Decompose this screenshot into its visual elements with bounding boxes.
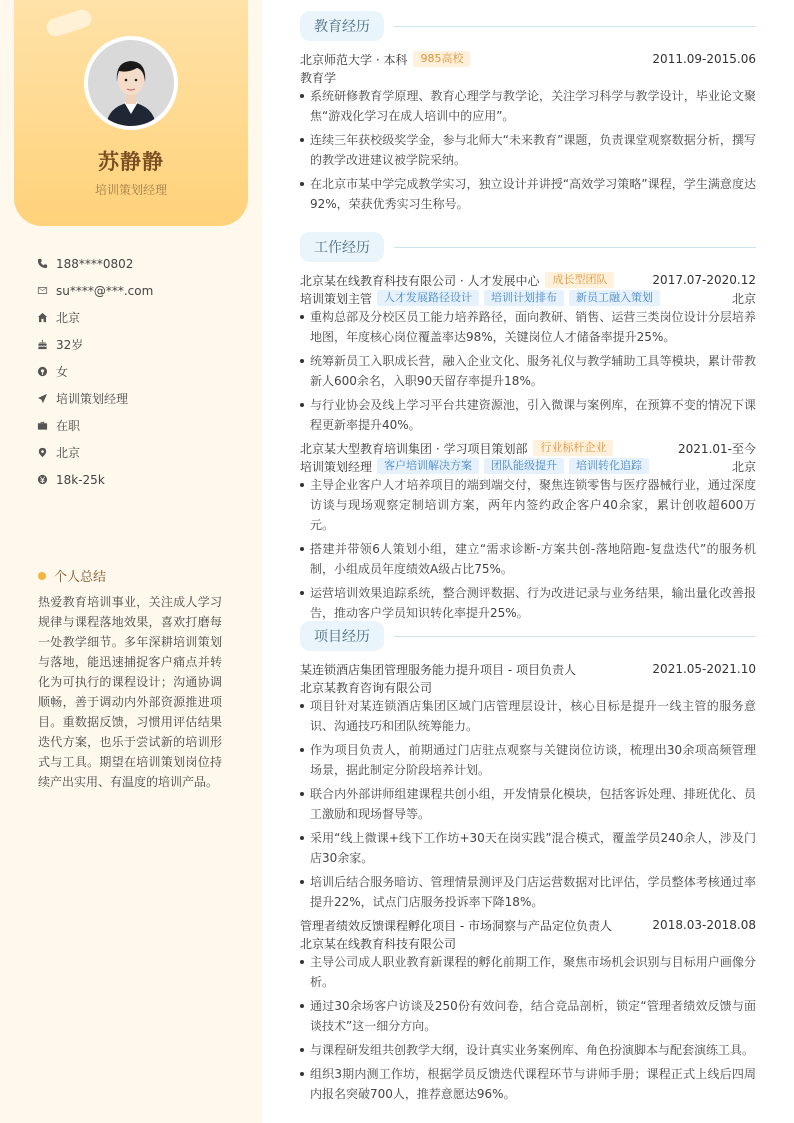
list-item: 在北京市某中学完成教学实习，独立设计并讲授“高效学习策略”课程，学生满意度达92%，荣获优秀实习生称号。 <box>300 174 756 214</box>
project-org-row <box>300 678 756 696</box>
divider <box>394 636 756 637</box>
contact-text: 188****0802 <box>56 256 134 271</box>
briefcase-icon <box>36 420 48 432</box>
skill-tag: 团队能级提升 <box>484 458 564 474</box>
contact-text: 培训策划经理 <box>56 392 129 406</box>
skill-tag: 培训计划排布 <box>484 290 564 306</box>
project-date: 2021.05-2021.10 <box>652 662 756 676</box>
list-item: 主导公司成人职业教育新课程的孵化前期工作，聚焦市场机会识别与目标用户画像分析。 <box>300 952 756 992</box>
bullet-dot-icon <box>38 572 46 580</box>
list-item: 与课程研发组共创教学大纲，设计真实业务案例库、角色扮演脚本与配套演练工具。 <box>300 1040 756 1060</box>
list-item: 与行业协会及线上学习平台共建资源池，引入微课与案例库，在预算不变的情况下课程更新率提升40%。 <box>300 395 756 435</box>
company-tag: 成长型团队 <box>545 272 614 288</box>
school-name: 北京师范大学 · 本科 <box>300 52 408 67</box>
list-item: 项目针对某连锁酒店集团区域门店管理层设计，核心目标是提升一线主管的服务意识、沟通技巧和团队统筹能力。 <box>300 696 756 736</box>
job-city: 北京 <box>731 291 756 306</box>
skill-tag: 人才发展路径设计 <box>377 290 479 306</box>
contact-text: 32岁 <box>56 338 84 352</box>
section-title: 项目经历 <box>300 621 384 651</box>
education-date: 2011.09-2015.06 <box>652 52 756 66</box>
contact-item-age <box>36 331 236 358</box>
list-item: 通过30余场客户访谈及250份有效问卷，结合竞品剖析，锁定“管理者绩效反馈与面谈技术”这一细分方向。 <box>300 996 756 1036</box>
avatar-photo <box>88 40 174 126</box>
education-bullets <box>300 86 756 218</box>
cake-icon <box>36 339 48 351</box>
job-date: 2017.07-2020.12 <box>652 273 756 287</box>
project-org: 北京某教育咨询有限公司 <box>300 680 433 695</box>
mail-icon <box>36 285 48 297</box>
contact-list <box>36 250 236 493</box>
job-header <box>300 271 756 289</box>
education-header <box>300 50 756 68</box>
list-item: 联合内外部讲师组建课程共创小组，开发情景化模块，包括客诉处理、排班优化、员工激励和现场督导等。 <box>300 784 756 824</box>
list-item: 搭建并带领6人策划小组，建立“需求诊断-方案共创-落地陪跑-复盘迭代”的服务机制，小组成员年度绩效A级占比75%。 <box>300 539 756 579</box>
job-date: 2021.01-至今 <box>678 441 756 456</box>
summary-heading <box>38 566 106 585</box>
job-role: 培训策划主管 <box>300 291 373 306</box>
section-title: 教育经历 <box>300 11 384 41</box>
contact-item-home <box>36 304 236 331</box>
send-icon <box>36 393 48 405</box>
summary-heading-text: 个人总结 <box>54 570 107 585</box>
education-major: 教育学 <box>300 70 337 85</box>
job-bullets <box>300 475 756 627</box>
section-projects <box>300 621 756 651</box>
section-title: 工作经历 <box>300 232 384 262</box>
home-icon <box>36 312 48 324</box>
list-item: 系统研修教育学原理、教育心理学与教学论，关注学习科学与教学设计，毕业论文聚焦“游戏化学习在成人培训中的应用”。 <box>300 86 756 126</box>
section-education <box>300 11 756 41</box>
project-bullets <box>300 952 756 1108</box>
list-item: 运营培训效果追踪系统，整合测评数据、行为改进记录与业务结果，输出量化改善报告，推动客户学员知识转化率提升25%。 <box>300 583 756 623</box>
contact-item-gender <box>36 358 236 385</box>
summary-text: 热爱教育培训事业，关注成人学习规律与课程落地效果，喜欢打磨每一处教学细节。多年深耕培训策划与落地，能迅速捕捉客户痛点并转化为可执行的课程设计；沟通协调顺畅，善于调动内外部资源推进项目。重数据反馈，习惯用评估结果迭代方案，也乐于尝试新的培训形式与工具。期望在培训策划岗位持续产出实用、有温度的培训产品。 <box>38 595 222 789</box>
job-city: 北京 <box>731 459 756 474</box>
contact-item-location <box>36 439 236 466</box>
divider <box>394 247 756 248</box>
job-header <box>300 439 756 457</box>
sidebar <box>0 0 262 1123</box>
contact-item-salary <box>36 466 236 493</box>
list-item: 采用“线上微课+线下工作坊+30天在岗实践”混合模式，覆盖学员240余人，涉及门店30余家。 <box>300 828 756 868</box>
project-bullets <box>300 696 756 916</box>
list-item: 连续三年获校级奖学金，参与北师大“未来教育”课题，负责课堂观察数据分析，撰写的教学改进建议被学院采纳。 <box>300 130 756 170</box>
contact-text: su****@***.com <box>56 283 154 298</box>
company-name: 北京某在线教育科技有限公司 · 人才发展中心 <box>300 273 540 288</box>
contact-item-phone <box>36 250 236 277</box>
job-role-row <box>300 457 756 475</box>
contact-text: 女 <box>56 365 69 379</box>
gender-icon <box>36 366 48 378</box>
profile-name: 苏静静 <box>98 150 164 174</box>
job-bullets <box>300 307 756 439</box>
project-org-row <box>300 934 756 952</box>
section-work <box>300 232 756 262</box>
divider <box>394 26 756 27</box>
list-item: 统筹新员工入职成长营，融入企业文化、服务礼仪与教学辅助工具等模块，累计带教新人600余名，入职90天留存率提升18%。 <box>300 351 756 391</box>
project-date: 2018.03-2018.08 <box>652 918 756 932</box>
contact-text: 北京 <box>56 446 81 460</box>
job-role: 培训策划经理 <box>300 459 373 474</box>
contact-text: 在职 <box>56 419 81 433</box>
education-major-row <box>300 68 756 86</box>
location-icon <box>36 447 48 459</box>
school-tag: 985高校 <box>413 51 470 67</box>
project-name: 管理者绩效反馈课程孵化项目 - 市场洞察与产品定位负责人 <box>300 918 612 933</box>
project-org: 北京某在线教育科技有限公司 <box>300 936 457 951</box>
project-header <box>300 660 756 678</box>
company-name: 北京某大型教育培训集团 · 学习项目策划部 <box>300 441 528 456</box>
list-item: 培训后结合服务暗访、管理情景测评及门店运营数据对比评估，学员整体考核通过率提升22%，试点门店服务投诉率下降18%。 <box>300 872 756 912</box>
contact-item-status <box>36 412 236 439</box>
contact-text: 北京 <box>56 311 81 325</box>
skill-tag: 培训转化追踪 <box>569 458 649 474</box>
list-item: 作为项目负责人，前期通过门店驻点观察与关键岗位访谈，梳理出30余项高频管理场景，据此制定分阶段培养计划。 <box>300 740 756 780</box>
phone-icon <box>36 258 48 270</box>
contact-item-email <box>36 277 236 304</box>
contact-item-position <box>36 385 236 412</box>
list-item: 主导企业客户人才培养项目的端到端交付，聚焦连锁零售与医疗器械行业，通过深度访谈与现场观察定制培训方案，两年内签约政企客户40余家，累计创收超600万元。 <box>300 475 756 535</box>
project-name: 某连锁酒店集团管理服务能力提升项目 - 项目负责人 <box>300 662 576 677</box>
job-role-row <box>300 289 756 307</box>
skill-tag: 新员工融入策划 <box>569 290 660 306</box>
avatar <box>84 36 178 130</box>
company-tag: 行业标杆企业 <box>533 440 613 456</box>
profile-title: 培训策划经理 <box>94 183 167 197</box>
contact-text: 18k-25k <box>56 472 105 487</box>
list-item: 重构总部及分校区员工能力培养路径，面向教研、销售、运营三类岗位设计分层培养地图，年度核心岗位覆盖率达98%，关键岗位人才储备率提升25%。 <box>300 307 756 347</box>
list-item: 组织3期内测工作坊，根据学员反馈迭代课程环节与讲师手册；课程正式上线后四周内报名突破700人，推荐意愿达96%。 <box>300 1064 756 1104</box>
salary-icon <box>36 474 48 486</box>
decor-shape <box>44 7 93 38</box>
skill-tag: 客户培训解决方案 <box>377 458 479 474</box>
project-header <box>300 916 756 934</box>
